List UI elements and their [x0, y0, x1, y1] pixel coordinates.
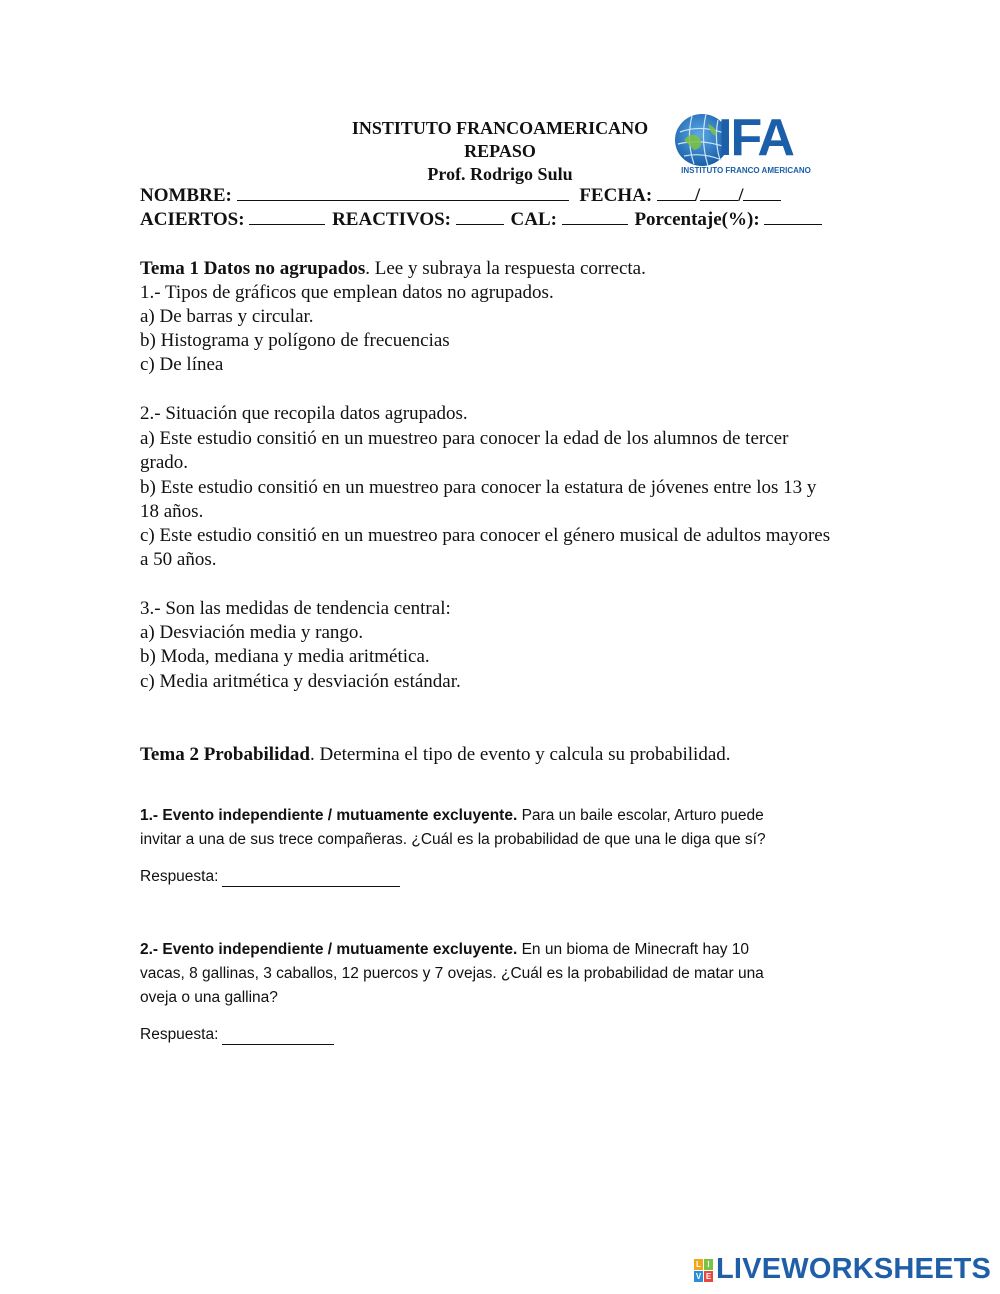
liveworksheets-badge-icon	[694, 1259, 714, 1283]
fecha-label: FECHA:	[579, 185, 653, 206]
t2-q2-line2: vacas, 8 gallinas, 3 caballos, 12 puercos y 7 ovejas. ¿Cuál es la probabilidad de matar una	[140, 965, 764, 982]
t2-q1-line2: invitar a una de sus trece compañeras. ¿Cuál es la probabilidad de que una le diga que sí?	[140, 831, 766, 848]
t2-q1-answer-input[interactable]	[222, 868, 400, 887]
t2-q2-answer-label: Respuesta:	[140, 1026, 219, 1043]
q2-option-c-line1[interactable]: c) Este estudio consitió en un muestreo para conocer el género musical de adultos mayores	[140, 525, 831, 546]
logo-caption: INSTITUTO FRANCO AMERICANO	[681, 166, 811, 175]
q2-option-a-line1[interactable]: a) Este estudio consitió en un muestreo para conocer la edad de los alumnos de tercer	[140, 428, 789, 449]
t2-q2-answer-input[interactable]	[222, 1026, 334, 1045]
cal-label: CAL:	[510, 209, 557, 230]
tema1-title: Tema 1 Datos no agrupados	[140, 258, 366, 279]
fecha-year-blank[interactable]	[743, 184, 781, 201]
badge-letter-v: V	[695, 1272, 702, 1281]
q3-question: 3.- Son las medidas de tendencia central:	[140, 598, 451, 619]
tema1-instruction: . Lee y subraya la respuesta correcta.	[365, 258, 646, 279]
teacher-name: Prof. Rodrigo Sulu	[427, 164, 573, 184]
q1-question: 1.- Tipos de gráficos que emplean datos no agrupados.	[140, 282, 554, 303]
tema1-heading	[140, 257, 646, 281]
q2-option-c-line2[interactable]: a 50 años.	[140, 549, 217, 570]
worksheet-subtitle: REPASO	[464, 141, 536, 161]
cal-blank[interactable]	[562, 208, 628, 225]
q1-option-b[interactable]: b) Histograma y polígono de frecuencias	[140, 330, 450, 351]
t2-q1-answer-label: Respuesta:	[140, 868, 219, 885]
school-name: INSTITUTO FRANCOAMERICANO	[351, 118, 649, 138]
t2-q2-line1	[140, 938, 749, 962]
badge-letter-l: L	[694, 1259, 703, 1270]
liveworksheets-logo: LIVEWORKSHEETS	[716, 1253, 992, 1285]
fecha-month-blank[interactable]	[700, 184, 738, 201]
q2-option-b-line1[interactable]: b) Este estudio consitió en un muestreo para conocer la estatura de jóvenes entre los 13 y	[140, 477, 817, 498]
t2-q2-text: En un bioma de Minecraft hay 10	[517, 941, 750, 958]
reactivos-blank[interactable]	[456, 208, 504, 225]
t2-q1-type: 1.- Evento independiente / mutuamente excluyente.	[140, 807, 518, 824]
reactivos-label: REACTIVOS:	[332, 209, 451, 230]
t2-q1-text: Para un baile escolar, Arturo puede	[517, 807, 764, 824]
t2-q1-line1	[140, 804, 764, 828]
q3-option-a[interactable]: a) Desviación media y rango.	[140, 622, 364, 643]
nombre-blank[interactable]	[237, 184, 569, 201]
t2-q2-type: 2.- Evento independiente / mutuamente excluyente.	[140, 941, 518, 958]
form-row-2	[140, 208, 822, 232]
q3-option-c[interactable]: c) Media aritmética y desviación estándar.	[140, 671, 461, 692]
tema2-heading	[140, 743, 731, 767]
q3-option-b[interactable]: b) Moda, mediana y media aritmética.	[140, 646, 430, 667]
tema2-instruction: . Determina el tipo de evento y calcula su probabilidad.	[310, 744, 731, 765]
logo-text: IFA	[718, 109, 793, 167]
q2-option-b-line2[interactable]: 18 años.	[140, 501, 204, 522]
porcentaje-label: Porcentaje(%):	[634, 209, 760, 230]
tema2-title: Tema 2 Probabilidad	[140, 744, 310, 765]
form-row-1: NOMBRE: FECHA: / /	[140, 184, 781, 208]
nombre-label: NOMBRE:	[140, 185, 232, 206]
fecha-day-blank[interactable]	[657, 184, 695, 201]
badge-letter-i: I	[704, 1259, 713, 1270]
q1-option-c[interactable]: c) De línea	[140, 354, 224, 375]
t2-q2-answer-row	[140, 1023, 334, 1047]
t2-q1-answer-row	[140, 865, 400, 889]
q2-question: 2.- Situación que recopila datos agrupados.	[140, 403, 468, 424]
badge-letter-e: E	[705, 1272, 712, 1281]
porcentaje-blank[interactable]	[764, 208, 822, 225]
ifa-logo	[674, 110, 814, 182]
t2-q2-line3: oveja o una gallina?	[140, 989, 278, 1006]
liveworksheets-brand	[694, 1253, 994, 1286]
aciertos-label: ACIERTOS:	[140, 209, 245, 230]
q2-option-a-line2[interactable]: grado.	[140, 452, 189, 473]
aciertos-blank[interactable]	[249, 208, 325, 225]
q1-option-a[interactable]: a) De barras y circular.	[140, 306, 314, 327]
